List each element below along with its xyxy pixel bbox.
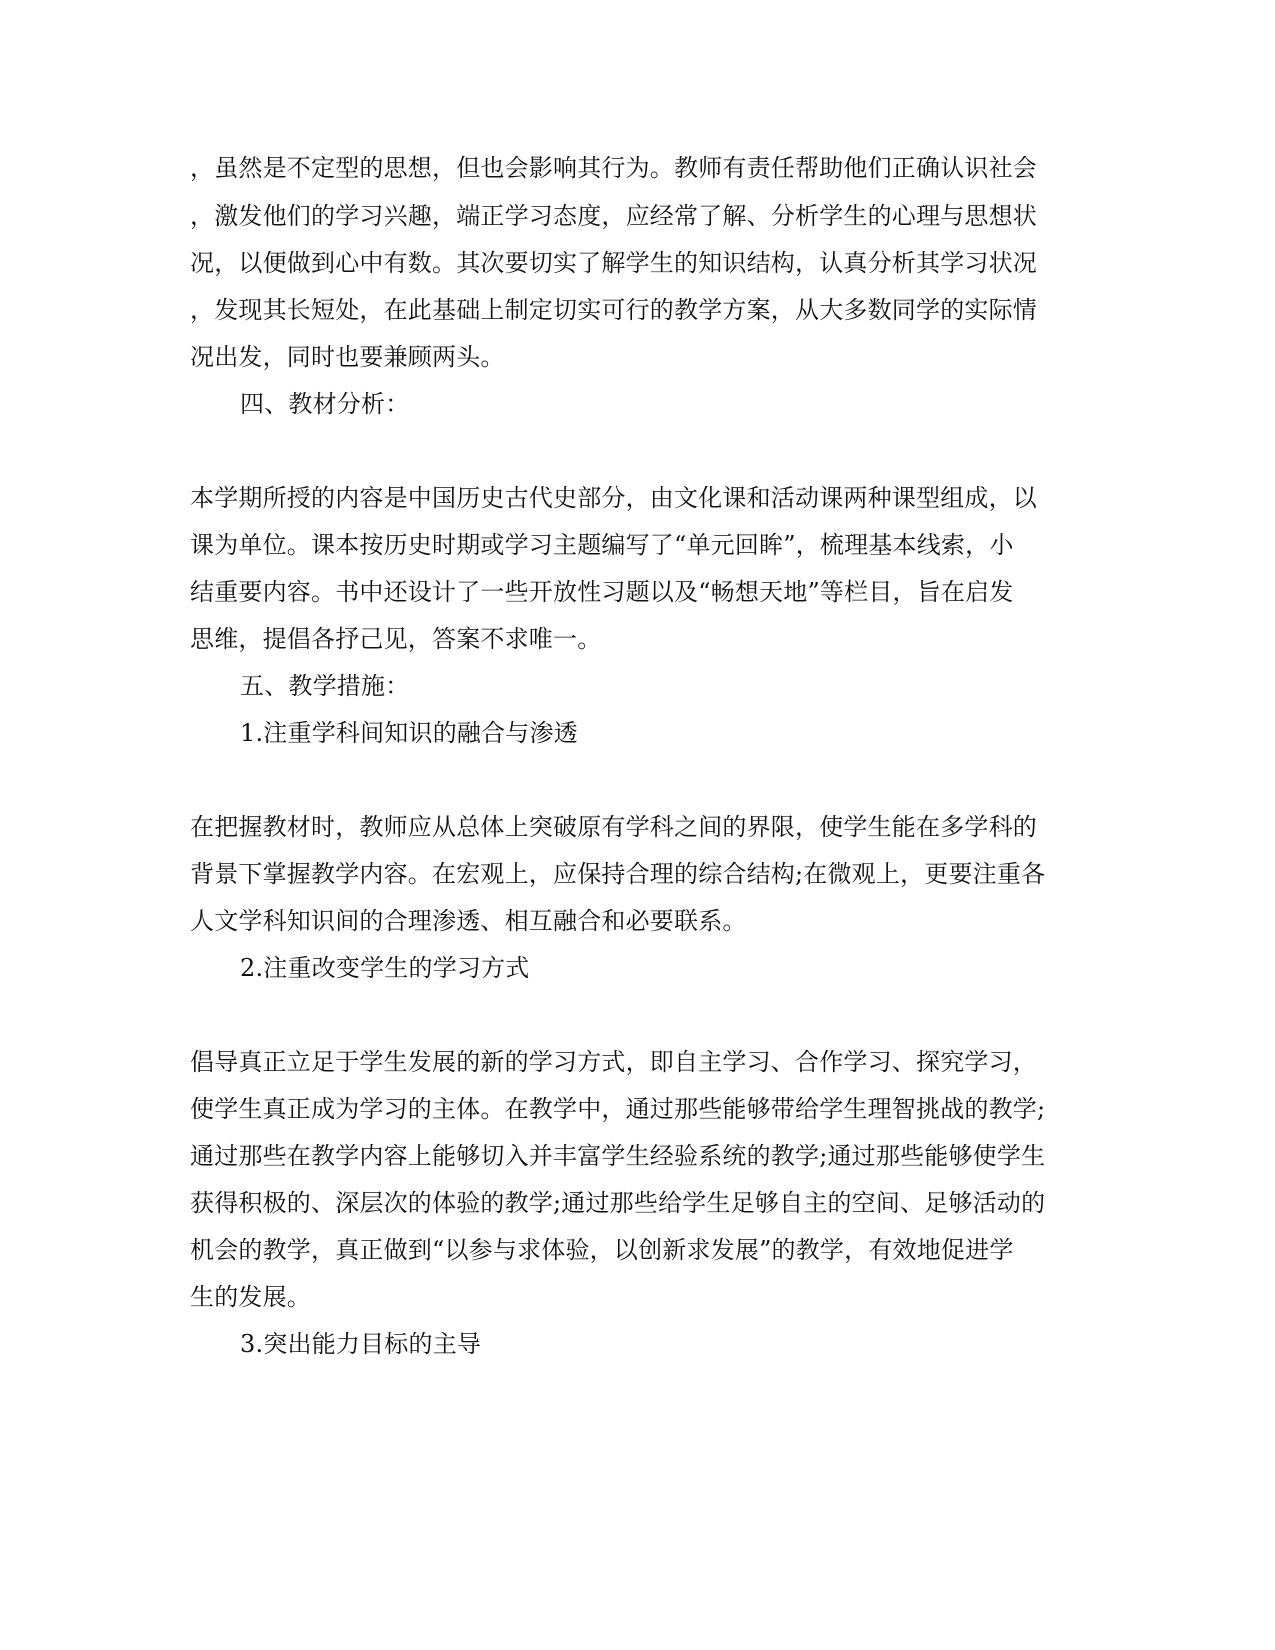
text-line: 背景下掌握教学内容。在宏观上，应保持合理的综合结构;在微观上，更要注重各 <box>190 860 1046 888</box>
text-line: 使学生真正成为学习的主体。在教学中，通过那些能够带给学生理智挑战的教学; <box>190 1095 1046 1123</box>
text-line: 在把握教材时，教师应从总体上突破原有学科之间的界限，使学生能在多学科的 <box>190 813 1037 841</box>
section-heading: 四、教材分析： <box>240 390 410 418</box>
text-line: 机会的教学，真正做到“以参与求体验，以创新求发展”的教学，有效地促进学 <box>190 1236 1014 1264</box>
text-line: ，激发他们的学习兴趣，端正学习态度，应经常了解、分析学生的心理与思想状 <box>190 202 1037 230</box>
text-line: 人文学科知识间的合理渗透、相互融合和必要联系。 <box>190 907 747 935</box>
text-line: ，发现其长短处，在此基础上制定切实可行的教学方案，从大多数同学的实际情 <box>190 296 1037 324</box>
text-line: 结重要内容。书中还设计了一些开放性习题以及“畅想天地”等栏目，旨在启发 <box>190 578 1014 606</box>
text-line: 生的发展。 <box>190 1283 311 1311</box>
text-line: 课为单位。课本按历史时期或学习主题编写了“单元回眸”，梳理基本线索，小 <box>190 531 1014 559</box>
text-line: 思维，提倡各抒己见，答案不求唯一。 <box>190 625 602 653</box>
subsection-heading: 2.注重改变学生的学习方式 <box>240 954 530 982</box>
text-line: 本学期所授的内容是中国历史古代史部分，由文化课和活动课两种课型组成，以 <box>190 484 1037 512</box>
text-line: 获得积极的、深层次的体验的教学;通过那些给学生足够自主的空间、足够活动的 <box>190 1189 1046 1217</box>
text-line: 通过那些在教学内容上能够切入并丰富学生经验系统的教学;通过那些能够使学生 <box>190 1142 1046 1170</box>
text-line: 况，以便做到心中有数。其次要切实了解学生的知识结构，认真分析其学习状况 <box>190 249 1037 277</box>
text-line: 况出发，同时也要兼顾两头。 <box>190 343 505 371</box>
text-line: ，虽然是不定型的思想，但也会影响其行为。教师有责任帮助他们正确认识社会 <box>190 154 1037 182</box>
text-line: 倡导真正立足于学生发展的新的学习方式，即自主学习、合作学习、探究学习， <box>190 1048 1037 1076</box>
section-heading: 五、教学措施： <box>240 672 410 700</box>
subsection-heading: 3.突出能力目标的主导 <box>240 1330 482 1358</box>
subsection-heading: 1.注重学科间知识的融合与渗透 <box>240 719 578 747</box>
